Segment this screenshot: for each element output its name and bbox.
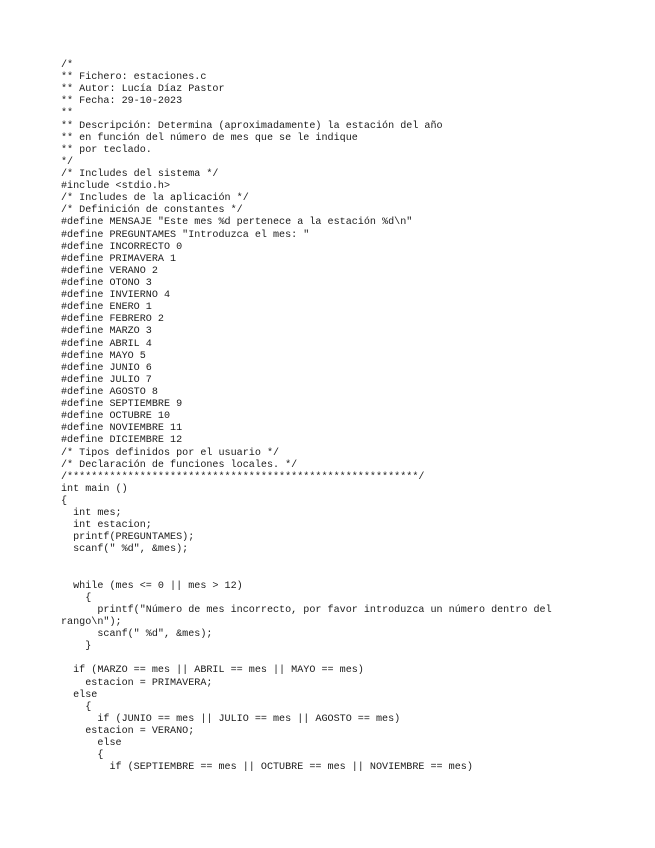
code-line: #define OTONO 3 xyxy=(61,277,152,289)
code-line: #define ENERO 1 xyxy=(61,302,152,314)
code-line: { xyxy=(61,701,92,713)
code-line: #define MAYO 5 xyxy=(61,350,146,362)
code-line: #define MENSAJE "Este mes %d pertenece a la estación %d\n" xyxy=(61,217,413,229)
code-line: int estacion; xyxy=(61,520,152,532)
code-line xyxy=(61,653,552,665)
code-line: #define ABRIL 4 xyxy=(61,338,152,350)
code-line: #define FEBRERO 2 xyxy=(61,314,164,326)
code-line: #include <stdio.h> xyxy=(61,181,171,193)
code-line: #define OCTUBRE 10 xyxy=(61,411,171,423)
code-line: /* Includes del sistema */ xyxy=(61,168,219,180)
code-line: int main () xyxy=(61,483,128,495)
code-line: #define JULIO 7 xyxy=(61,374,152,386)
code-line: printf(PREGUNTAMES); xyxy=(61,532,195,544)
code-line: ** Autor: Lucía Díaz Pastor xyxy=(61,84,225,96)
code-line: while (mes <= 0 || mes > 12) xyxy=(61,580,243,592)
code-line: else xyxy=(61,689,98,701)
code-line: if (SEPTIEMBRE == mes || OCTUBRE == mes || NOVIEMBRE == mes) xyxy=(61,762,473,774)
code-line: /**********************************************************/ xyxy=(61,471,425,483)
code-line: #define PRIMAVERA 1 xyxy=(61,253,177,265)
code-line: ** en función del número de mes que se le indique xyxy=(61,132,358,144)
code-line: if (MARZO == mes || ABRIL == mes || MAYO == mes) xyxy=(61,665,364,677)
code-line: { xyxy=(61,495,68,507)
code-line: int mes; xyxy=(61,508,122,520)
code-line: */ xyxy=(61,156,74,168)
code-line: { xyxy=(61,750,104,762)
code-line: #define NOVIEMBRE 11 xyxy=(61,423,183,435)
code-line: #define INVIERNO 4 xyxy=(61,290,171,302)
source-code-listing xyxy=(61,60,552,774)
code-line: estacion = VERANO; xyxy=(61,726,195,738)
code-line: ** Fecha: 29-10-2023 xyxy=(61,96,183,108)
code-line: else xyxy=(61,738,122,750)
code-line: #define INCORRECTO 0 xyxy=(61,241,183,253)
code-line: #define PREGUNTAMES "Introduzca el mes: " xyxy=(61,229,310,241)
code-line: /* Includes de la aplicación */ xyxy=(61,193,249,205)
code-line: /* Tipos definidos por el usuario */ xyxy=(61,447,280,459)
code-line: #define SEPTIEMBRE 9 xyxy=(61,399,183,411)
code-line: #define VERANO 2 xyxy=(61,265,158,277)
code-line: /* Definición de constantes */ xyxy=(61,205,243,217)
code-line xyxy=(61,556,552,568)
code-line: /* Declaración de funciones locales. */ xyxy=(61,459,298,471)
code-line: estacion = PRIMAVERA; xyxy=(61,677,213,689)
code-line: ** por teclado. xyxy=(61,144,152,156)
code-line: } xyxy=(61,641,92,653)
code-line: #define JUNIO 6 xyxy=(61,362,152,374)
code-line: if (JUNIO == mes || JULIO == mes || AGOSTO == mes) xyxy=(61,713,401,725)
code-line: #define AGOSTO 8 xyxy=(61,386,158,398)
code-line: #define DICIEMBRE 12 xyxy=(61,435,183,447)
code-line: { xyxy=(61,592,92,604)
code-line: scanf(" %d", &mes); xyxy=(61,629,213,641)
code-line: #define MARZO 3 xyxy=(61,326,152,338)
code-line: ** xyxy=(61,108,74,120)
code-line: scanf(" %d", &mes); xyxy=(61,544,189,556)
code-line: rango\n"); xyxy=(61,617,122,629)
code-line: /* xyxy=(61,60,74,71)
code-line: printf("Número de mes incorrecto, por favor introduzca un número dentro del xyxy=(61,604,552,616)
code-line: ** Descripción: Determina (aproximadamente) la estación del año xyxy=(61,120,443,132)
code-line xyxy=(61,569,552,581)
code-line: ** Fichero: estaciones.c xyxy=(61,72,207,84)
